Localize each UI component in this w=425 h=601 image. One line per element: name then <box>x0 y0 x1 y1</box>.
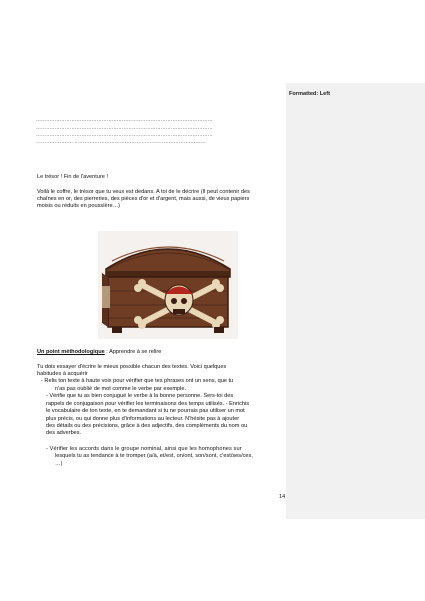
list-line: des détails ou des précisions, grâce à des adjectifs, des compléments du nom ou <box>46 423 248 429</box>
dotted-line: …………………………………………………………………………………………… <box>36 133 213 138</box>
comment-pane <box>286 83 425 519</box>
list-line: le vocabulaire de ton texte, en te demandant si tu ne pourrais pas utiliser un mot <box>46 408 245 414</box>
dotted-line: …………………………………………………………………………………………… <box>36 118 213 123</box>
list-line: plus précis, ou qui donne plus d'informations au lecteur. N'hésite pas à ajouter <box>46 416 240 422</box>
list-line: des adverbes. <box>46 430 82 436</box>
last-item-line: lesquels tu as tendance à te tromper (a/à, et/est, on/ont, son/sont, c'est/ses/ces, <box>55 453 253 459</box>
intro-paragraph-line: moisis ou réduits en poussière…) <box>37 203 121 209</box>
page-number: 14 <box>279 494 286 500</box>
methodology-heading <box>37 349 161 356</box>
methodology-heading-suffix: : Apprendre à se relire <box>104 349 162 355</box>
intro-paragraph-line: Voilà le coffre, le trésor que tu veux est dedans. A toi de le décrire (Il peut contenir des <box>37 189 250 195</box>
list-line: - Relis ton texte à haute voix pour vérifier que tes phrases ont un sens, que tu <box>41 378 234 384</box>
last-item-line: - Vérifier les accords dans le groupe nominal, ainsi que les homophones sur <box>46 446 242 452</box>
dotted-line: …………………. …………………………………………………………………… <box>36 140 206 145</box>
section-title: Le trésor ! Fin de l'aventure ! <box>37 174 109 180</box>
treasure-chest-image <box>98 231 238 339</box>
methodology-intro-line: habitudes à acquérir <box>37 371 88 377</box>
methodology-intro-line: Tu dois essayer d'écrire le mieux possible chacun des textes. Voici quelques <box>37 364 227 370</box>
formatting-comment: Formatted: Left <box>289 91 331 97</box>
intro-paragraph-line: chaînes en or, des pierreries, des pièces d'or et d'argent, mais aussi, de vieux papiers <box>37 196 250 202</box>
list-line: - Vérifie que tu as bien conjugué le verbe à la bonne personne. Sers-toi des <box>46 393 234 399</box>
methodology-heading-label: Un point méthodologique <box>37 349 105 355</box>
list-line: n'as pas oublié de mot comme le verbe par exemple. <box>55 386 187 392</box>
last-item-line: …) <box>55 461 63 467</box>
dotted-line: …………………………………………………………………………………………… <box>36 126 213 131</box>
list-line: rappels de conjugaison pour vérifier les terminaisons des temps utilisés. - Enrichis <box>46 401 250 407</box>
